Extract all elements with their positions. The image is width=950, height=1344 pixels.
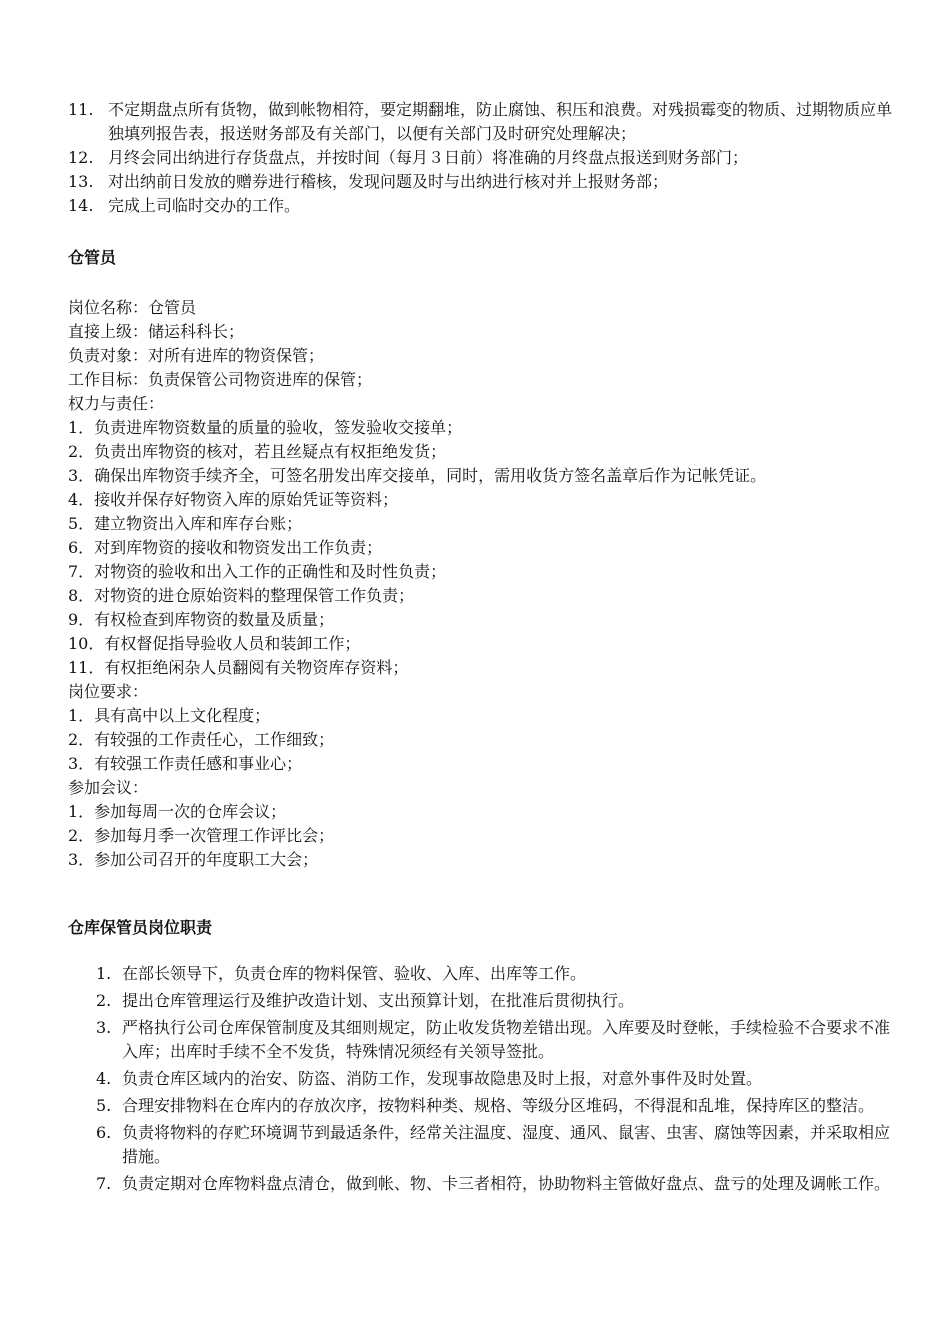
item-text: 负责将物料的存贮环境调节到最适条件，经常关注温度、湿度、通风、鼠害、虫害、腐蚀等因素，并采取相应措施。 — [122, 1123, 891, 1166]
text-line: 1．参加每周一次的仓库会议； — [68, 802, 287, 821]
list-item — [68, 146, 898, 170]
list-item — [96, 1016, 896, 1064]
item-text: 合理安排物料在仓库内的存放次序，按物料种类、规格、等级分区堆码，不得混和乱堆，保持库区的整洁。 — [122, 1096, 875, 1115]
text-line: 2．参加每月季一次管理工作评比会； — [68, 826, 335, 845]
text-line: 工作目标：负责保管公司物资进库的保管； — [68, 370, 373, 389]
list-item — [96, 1121, 896, 1169]
item-text: 在部长领导下，负责仓库的物料保管、验收、入库、出库等工作。 — [122, 964, 587, 983]
text-line: 8．对物资的进仓原始资料的整理保管工作负责； — [68, 586, 415, 605]
text-line: 7．对物资的验收和出入工作的正确性和及时性负责； — [68, 562, 447, 581]
section-heading-warehouse-keeper: 仓管员 — [68, 248, 117, 267]
item-text: 不定期盘点所有货物，做到帐物相符，要定期翻堆，防止腐蚀、积压和浪费。对残损霉变的物质、过期物质应单独填列报告表，报送财务部及有关部门，以便有关部门及时研究处理解决； — [108, 100, 893, 143]
list-item — [96, 962, 896, 986]
list-item — [68, 98, 898, 146]
item-number: 14. — [68, 196, 94, 215]
item-number: 11. — [68, 100, 94, 119]
text-line: 5．建立物资出入库和库存台账； — [68, 514, 303, 533]
item-number: 4. — [96, 1069, 112, 1088]
text-line: 10．有权督促指导验收人员和装卸工作； — [68, 634, 361, 653]
text-line: 岗位要求： — [68, 682, 149, 701]
text-line: 直接上级：储运科科长； — [68, 322, 245, 341]
continued-duty-list — [68, 98, 898, 218]
text-line: 1．具有高中以上文化程度； — [68, 706, 271, 725]
item-text: 严格执行公司仓库保管制度及其细则规定，防止收发货物差错出现。入库要及时登帐，手续检验不合要求不准入库；出库时手续不全不发货，特殊情况须经有关领导签批。 — [122, 1018, 891, 1061]
item-number: 6. — [96, 1123, 112, 1142]
item-text: 对出纳前日发放的赠券进行稽核，发现问题及时与出纳进行核对并上报财务部； — [108, 172, 669, 191]
item-text: 月终会同出纳进行存货盘点，并按时间（每月３日前）将准确的月终盘点报送到财务部门； — [108, 148, 749, 167]
item-number: 13. — [68, 172, 94, 191]
list-item — [96, 1067, 896, 1091]
list-item — [68, 194, 898, 218]
text-line: 参加会议： — [68, 778, 149, 797]
item-number: 1. — [96, 964, 112, 983]
item-text: 负责定期对仓库物料盘点清仓，做到帐、物、卡三者相符，协助物料主管做好盘点、盘亏的处理及调帐工作。 — [122, 1174, 891, 1193]
list-item — [96, 989, 896, 1013]
item-number: 5. — [96, 1096, 112, 1115]
section-heading-storekeeper-duties: 仓库保管员岗位职责 — [68, 918, 213, 937]
list-item — [96, 1172, 896, 1196]
text-line: 岗位名称：仓管员 — [68, 298, 197, 317]
item-number: 3. — [96, 1018, 112, 1037]
text-line: 2．负责出库物资的核对，若且丝疑点有权拒绝发货； — [68, 442, 447, 461]
text-line: 2．有较强的工作责任心，工作细致； — [68, 730, 335, 749]
item-text: 完成上司临时交办的工作。 — [108, 196, 301, 215]
text-line: 权力与责任： — [68, 394, 165, 413]
storekeeper-duty-list — [96, 962, 896, 1199]
warehouse-keeper-description — [68, 296, 898, 872]
text-line: 9．有权检查到库物资的数量及质量； — [68, 610, 335, 629]
item-text: 提出仓库管理运行及维护改造计划、支出预算计划，在批准后贯彻执行。 — [122, 991, 635, 1010]
text-line: 3．有较强工作责任感和事业心； — [68, 754, 303, 773]
item-text: 负责仓库区域内的治安、防盗、消防工作，发现事故隐患及时上报，对意外事件及时处置。 — [122, 1069, 763, 1088]
list-item — [68, 170, 898, 194]
item-number: 2. — [96, 991, 112, 1010]
text-line: 3．确保出库物资手续齐全，可签名册发出库交接单，同时，需用收货方签名盖章后作为记帐凭证。 — [68, 466, 767, 485]
list-item — [96, 1094, 896, 1118]
text-line: 11．有权拒绝闲杂人员翻阅有关物资库存资料； — [68, 658, 409, 677]
text-line: 3．参加公司召开的年度职工大会； — [68, 850, 319, 869]
text-line: 负责对象：对所有进库的物资保管； — [68, 346, 325, 365]
text-line: 6．对到库物资的接收和物资发出工作负责； — [68, 538, 383, 557]
item-number: 7. — [96, 1174, 112, 1193]
item-number: 12. — [68, 148, 94, 167]
text-line: 1．负责进库物资数量的质量的验收，签发验收交接单； — [68, 418, 463, 437]
text-line: 4．接收并保存好物资入库的原始凭证等资料； — [68, 490, 399, 509]
